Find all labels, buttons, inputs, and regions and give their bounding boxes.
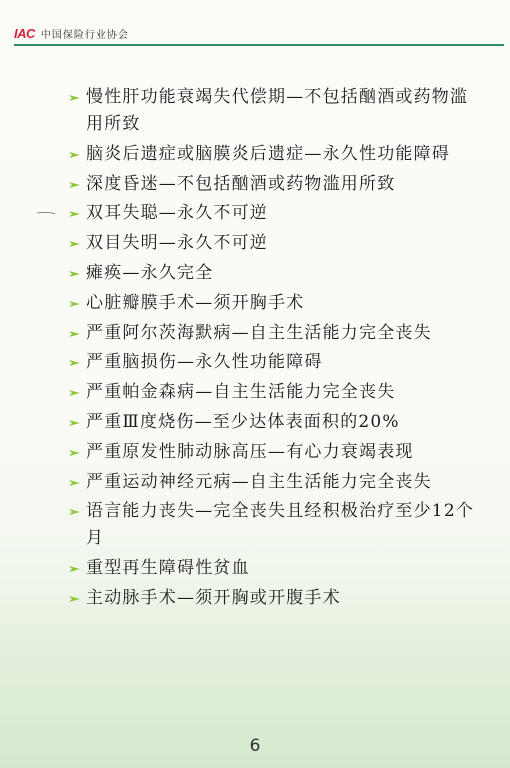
- green-arrow-bullet-icon: [68, 328, 84, 340]
- item-text: 深度昏迷—不包括酗酒或药物滥用所致: [86, 173, 396, 194]
- item-text: 严重脑损伤—永久性功能障碍: [86, 352, 323, 373]
- green-arrow-bullet-icon: [68, 477, 84, 489]
- list-item: [66, 439, 486, 466]
- green-arrow-bullet-icon: [68, 238, 84, 250]
- list-item: [66, 84, 486, 138]
- item-text: 慢性肝功能衰竭失代偿期—不包括酗酒或药物滥用所致: [86, 87, 469, 134]
- list-item: [66, 555, 486, 582]
- page-header: [14, 24, 129, 42]
- list-item: [66, 409, 486, 436]
- list-item: [66, 498, 486, 552]
- green-arrow-bullet-icon: [68, 563, 84, 575]
- page-number: 6: [249, 736, 261, 756]
- header-divider: [14, 44, 504, 46]
- green-arrow-bullet-icon: [68, 506, 84, 518]
- list-item: [66, 260, 486, 287]
- item-text: 心脏瓣膜手术—须开胸手术: [86, 292, 305, 313]
- green-arrow-bullet-icon: [68, 268, 84, 280]
- item-text: 瘫痪—永久完全: [86, 262, 214, 283]
- green-arrow-bullet-icon: [68, 357, 84, 369]
- organization-name: 中国保险行业协会: [40, 29, 129, 41]
- green-arrow-bullet-icon: [68, 92, 84, 104]
- green-arrow-bullet-icon: [68, 298, 84, 310]
- list-item: [66, 230, 486, 257]
- item-text: 语言能力丧失—完全丧失且经积极治疗至少12个月: [86, 501, 475, 549]
- item-text: 严重Ⅲ度烧伤—至少达体表面积的20%: [86, 411, 400, 432]
- green-arrow-bullet-icon: [68, 593, 84, 605]
- green-arrow-bullet-icon: [68, 447, 84, 459]
- green-arrow-bullet-icon: [68, 179, 84, 191]
- item-text: 重型再生障碍性贫血: [86, 558, 250, 579]
- list-item: [66, 290, 486, 317]
- list-item: [66, 379, 486, 406]
- list-item: [66, 141, 486, 168]
- item-text: 双耳失聪—永久不可逆: [86, 203, 268, 224]
- list-item: [66, 469, 486, 496]
- green-arrow-bullet-icon: [68, 208, 84, 220]
- critical-illness-list: [66, 84, 486, 615]
- list-item: [66, 171, 486, 198]
- item-text: 严重运动神经元病—自主生活能力完全丧失: [86, 471, 432, 492]
- green-arrow-bullet-icon: [68, 417, 84, 429]
- list-item: [66, 320, 486, 347]
- item-text: 脑炎后遗症或脑膜炎后遗症—永久性功能障碍: [86, 143, 450, 164]
- item-text: 严重原发性肺动脉高压—有心力衰竭表现: [86, 441, 414, 462]
- list-item: [66, 585, 486, 612]
- green-arrow-bullet-icon: [68, 387, 84, 399]
- list-item: [66, 200, 486, 227]
- green-arrow-bullet-icon: [68, 149, 84, 161]
- item-text: 严重阿尔茨海默病—自主生活能力完全丧失: [86, 322, 432, 343]
- stray-pen-mark: [36, 211, 56, 215]
- item-text: 双目失明—永久不可逆: [86, 233, 268, 254]
- list-item: [66, 349, 486, 376]
- item-text: 严重帕金森病—自主生活能力完全丧失: [86, 382, 396, 403]
- iac-logo: IAC: [14, 25, 35, 41]
- item-text: 主动脉手术—须开胸或开腹手术: [86, 587, 341, 608]
